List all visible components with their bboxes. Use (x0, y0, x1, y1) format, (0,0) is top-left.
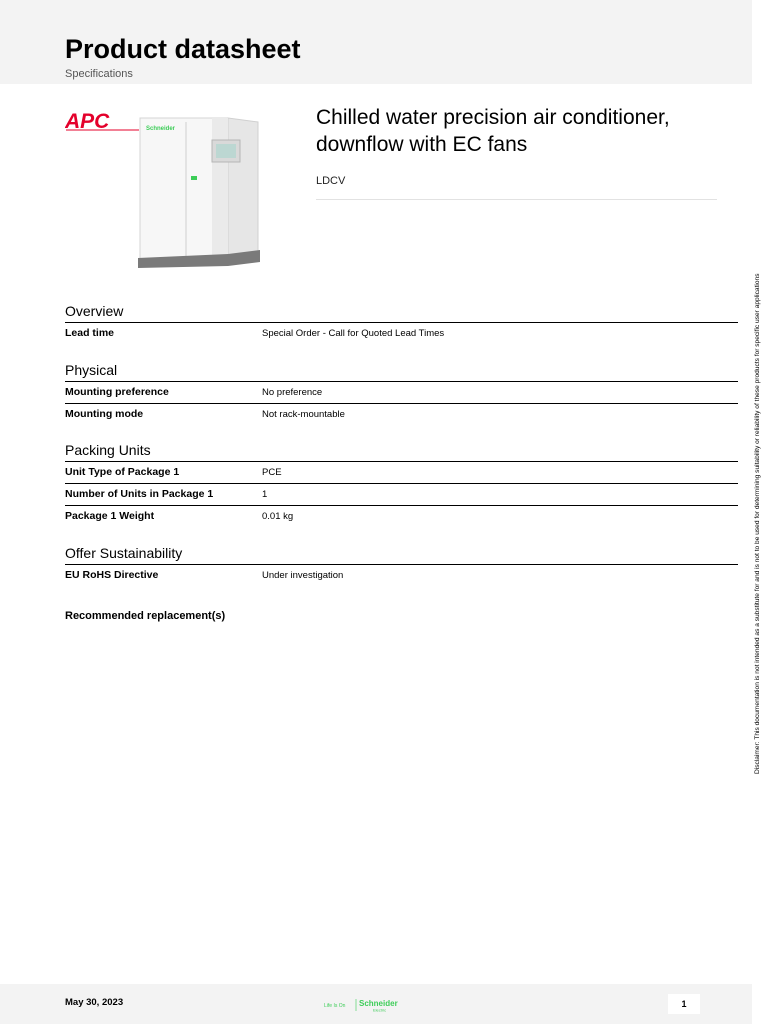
product-code: LDCV (316, 175, 346, 187)
section-physical (65, 361, 738, 425)
spec-row (65, 506, 738, 527)
page-title: Product datasheet (65, 34, 301, 64)
recommended-replacements-title: Recommended replacement(s) (65, 610, 226, 622)
page-number: 1 (668, 994, 700, 1014)
cabinet-side (228, 118, 258, 258)
spec-value: No preference (262, 387, 323, 398)
spec-label: EU RoHS Directive (65, 569, 159, 581)
footer-date: May 30, 2023 (65, 997, 124, 1008)
spec-label: Unit Type of Package 1 (65, 466, 180, 478)
product-title: Chilled water precision air conditioner, downflow with EC fans (316, 106, 670, 156)
spec-label: Package 1 Weight (65, 510, 155, 522)
footer-brand: Schneider (359, 999, 398, 1008)
spec-value: 0.01 kg (262, 511, 294, 522)
spec-label: Lead time (65, 327, 115, 339)
spec-label: Number of Units in Package 1 (65, 488, 214, 500)
spec-row (65, 484, 738, 506)
spec-value: PCE (262, 467, 282, 478)
spec-label: Mounting preference (65, 386, 169, 398)
section-title: Physical (65, 361, 738, 382)
spec-value: Special Order - Call for Quoted Lead Times (262, 328, 445, 339)
apc-logo (65, 110, 143, 132)
cabinet-panel (212, 118, 228, 258)
section-overview (65, 302, 738, 344)
schneider-electric-logo (324, 996, 404, 1014)
footer-brand-sub: Electric (373, 1007, 387, 1013)
spec-row (65, 404, 738, 425)
section-packing-units (65, 441, 738, 527)
product-badge-text: Schneider (146, 126, 176, 132)
page-subtitle: Specifications (65, 68, 133, 80)
spec-row (65, 462, 738, 484)
section-title: Packing Units (65, 441, 738, 462)
spec-value: Under investigation (262, 570, 344, 581)
section-title: Overview (65, 302, 738, 323)
product-image (136, 112, 264, 268)
control-screen (216, 144, 236, 158)
spec-row (65, 382, 738, 404)
spec-value: 1 (262, 489, 268, 500)
status-led (191, 176, 197, 180)
footer-tagline: Life Is On (324, 1003, 346, 1009)
spec-row (65, 565, 738, 586)
spec-label: Mounting mode (65, 408, 144, 420)
disclaimer-text: Disclaimer: This documentation is not intended as a substitute for and is not to be used for determining suitability or reliability of these products for specific user applications (754, 273, 761, 774)
disclaimer (752, 273, 764, 774)
spec-row (65, 323, 738, 344)
spec-value: Not rack-mountable (262, 409, 345, 420)
section-title: Offer Sustainability (65, 544, 738, 565)
apc-logo-text: APC (65, 110, 110, 132)
section-offer-sustainability (65, 544, 738, 586)
divider (316, 199, 717, 200)
